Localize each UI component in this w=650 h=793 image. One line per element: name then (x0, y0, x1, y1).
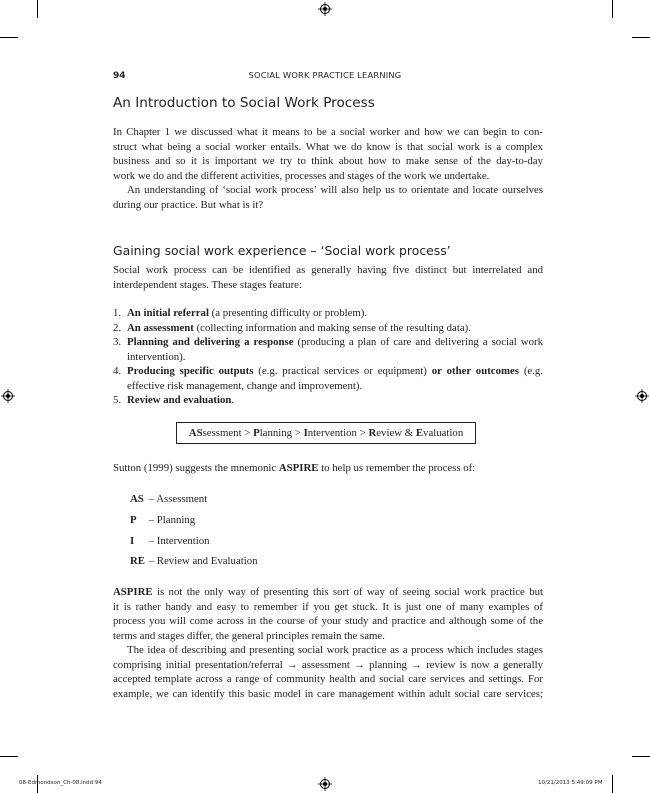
crop-mark (37, 0, 38, 18)
stage-description-cont: effective risk management, change and improvement). (127, 379, 363, 392)
acronym-meaning: – Review and Evaluation (148, 555, 258, 567)
file-slug: 08-Edmondson_Ch-08.indd 94 (19, 780, 102, 786)
stage-name: Producing specific outputs (127, 365, 254, 377)
text-line: interdependent stages. These stages feature: (113, 278, 302, 291)
stage-description: (e.g. practical services or equipment) (253, 365, 432, 377)
text-line: during our practice. But what is it? (113, 198, 264, 211)
list-number: 4. (113, 365, 122, 377)
list-number: 5. (113, 394, 122, 406)
running-header: SOCIAL WORK PRACTICE LEARNING (248, 70, 402, 80)
list-number: 2. (113, 321, 122, 334)
text-line: In Chapter 1 we discussed what it means to be a social worker and how we can begin to con- (113, 126, 543, 138)
text-run: Sutton (1999) suggests the mnemonic (113, 462, 279, 474)
crop-mark (612, 775, 613, 793)
intro-paragraph (113, 125, 543, 212)
crop-mark (632, 37, 650, 38)
text-line: Social work process can be identified as generally having five distinct but interrelated and (113, 264, 543, 276)
acronym-letter: I (130, 535, 135, 547)
acronym-letter: RE (130, 555, 145, 567)
process-sequence-box (176, 422, 476, 444)
text-line: it is rather handy and easy to remember if you get stuck. It is just one of many examples of (113, 600, 543, 613)
stage-name: Review and evaluation (127, 394, 232, 406)
acronym-item (130, 534, 210, 548)
crop-mark (0, 37, 18, 38)
acronym-item (130, 513, 195, 527)
section-title: An Introduction to Social Work Process (113, 95, 375, 111)
registration-mark-icon (635, 389, 649, 403)
stage-description: (collecting information and making sense of the resulting data). (193, 321, 471, 334)
ribbon-initial: E (415, 427, 424, 439)
ribbon-rest: ntervention (307, 427, 357, 439)
acronym-letter: P (130, 514, 137, 526)
stage-name: Planning and delivering a response (127, 336, 294, 348)
text-run: to help us remember the process of: (318, 462, 476, 474)
mnemonic-name: ASPIRE (113, 586, 153, 598)
ribbon-rest: valuation (423, 427, 464, 439)
stage-description: (producing a plan of care and delivering a social work (293, 336, 543, 348)
stages-intro (113, 263, 543, 292)
ribbon-initial: AS (188, 427, 203, 439)
text-line: process you will come across in the course of your study and practice and although some of the (113, 615, 543, 627)
stage-description-cont: intervention). (127, 350, 186, 363)
mnemonic-intro (113, 461, 543, 476)
text-line: The idea of describing and presenting social work practice as a process which includes stages (127, 644, 543, 656)
stage-description: (a presenting difficulty or problem). (208, 307, 368, 319)
subsection-title: Gaining social work experience – ‘Social work process’ (113, 243, 451, 258)
ribbon-initial: P (253, 427, 260, 439)
text-line: struct what being a social worker entails. What we do know is that social work is a complex (113, 140, 543, 153)
stage-description-after: (e.g. (518, 365, 543, 377)
ribbon-separator: > (356, 427, 369, 439)
crop-mark (632, 756, 650, 757)
crop-mark (612, 0, 613, 18)
closing-paragraph (113, 585, 543, 701)
page-number: 94 (113, 71, 126, 81)
stage-name: An assessment (127, 321, 194, 334)
ribbon-separator: > (241, 427, 254, 439)
ribbon-rest: lanning (259, 427, 293, 439)
stage-name: An initial referral (127, 307, 209, 319)
list-number: 1. (113, 307, 122, 319)
print-timestamp: 10/21/2013 5:49:09 PM (538, 780, 603, 786)
ribbon-initial: I (303, 427, 308, 439)
acronym-item (130, 554, 258, 568)
acronym-letter: AS (130, 493, 144, 505)
ribbon-rest: sessment (202, 427, 242, 439)
registration-mark-icon (318, 777, 332, 791)
text-line: comprising initial presentation/referral → assessment → planning → review is now a generally (113, 658, 543, 671)
crop-mark (0, 756, 18, 757)
acronym-meaning: – Intervention (148, 535, 210, 547)
acronym-item (130, 492, 207, 506)
text-line: An understanding of ‘social work process’ will also help us to orientate and locate ourselves (127, 184, 543, 196)
list-number: 3. (113, 336, 122, 348)
text-line: example, we can identify this basic model in care management within adult social care services; (113, 687, 543, 700)
ribbon-separator: > (292, 427, 304, 439)
acronym-meaning: – Assessment (148, 493, 208, 505)
text-line: work we do and the different activities, processes and stages of the work we undertake. (113, 169, 490, 182)
registration-mark-icon (318, 2, 332, 16)
stage-name-alt: or other outcomes (431, 365, 519, 377)
text-line: terms and stages differ, the general principles remain the same. (113, 629, 385, 642)
ribbon-rest: eview & (376, 427, 416, 439)
stage-description: . (231, 394, 235, 406)
mnemonic-name: ASPIRE (278, 462, 319, 474)
text-line: business and so it is important we try to think about how to make sense of the day-to-day (113, 155, 543, 167)
text-line: accepted template across a range of community health and social care services and settings. For (113, 673, 543, 685)
registration-mark-icon (1, 389, 15, 403)
text-run: is not the only way of presenting this sort of way of seeing social work practice but (152, 586, 543, 598)
acronym-meaning: – Planning (148, 514, 196, 526)
ribbon-initial: R (368, 427, 377, 439)
